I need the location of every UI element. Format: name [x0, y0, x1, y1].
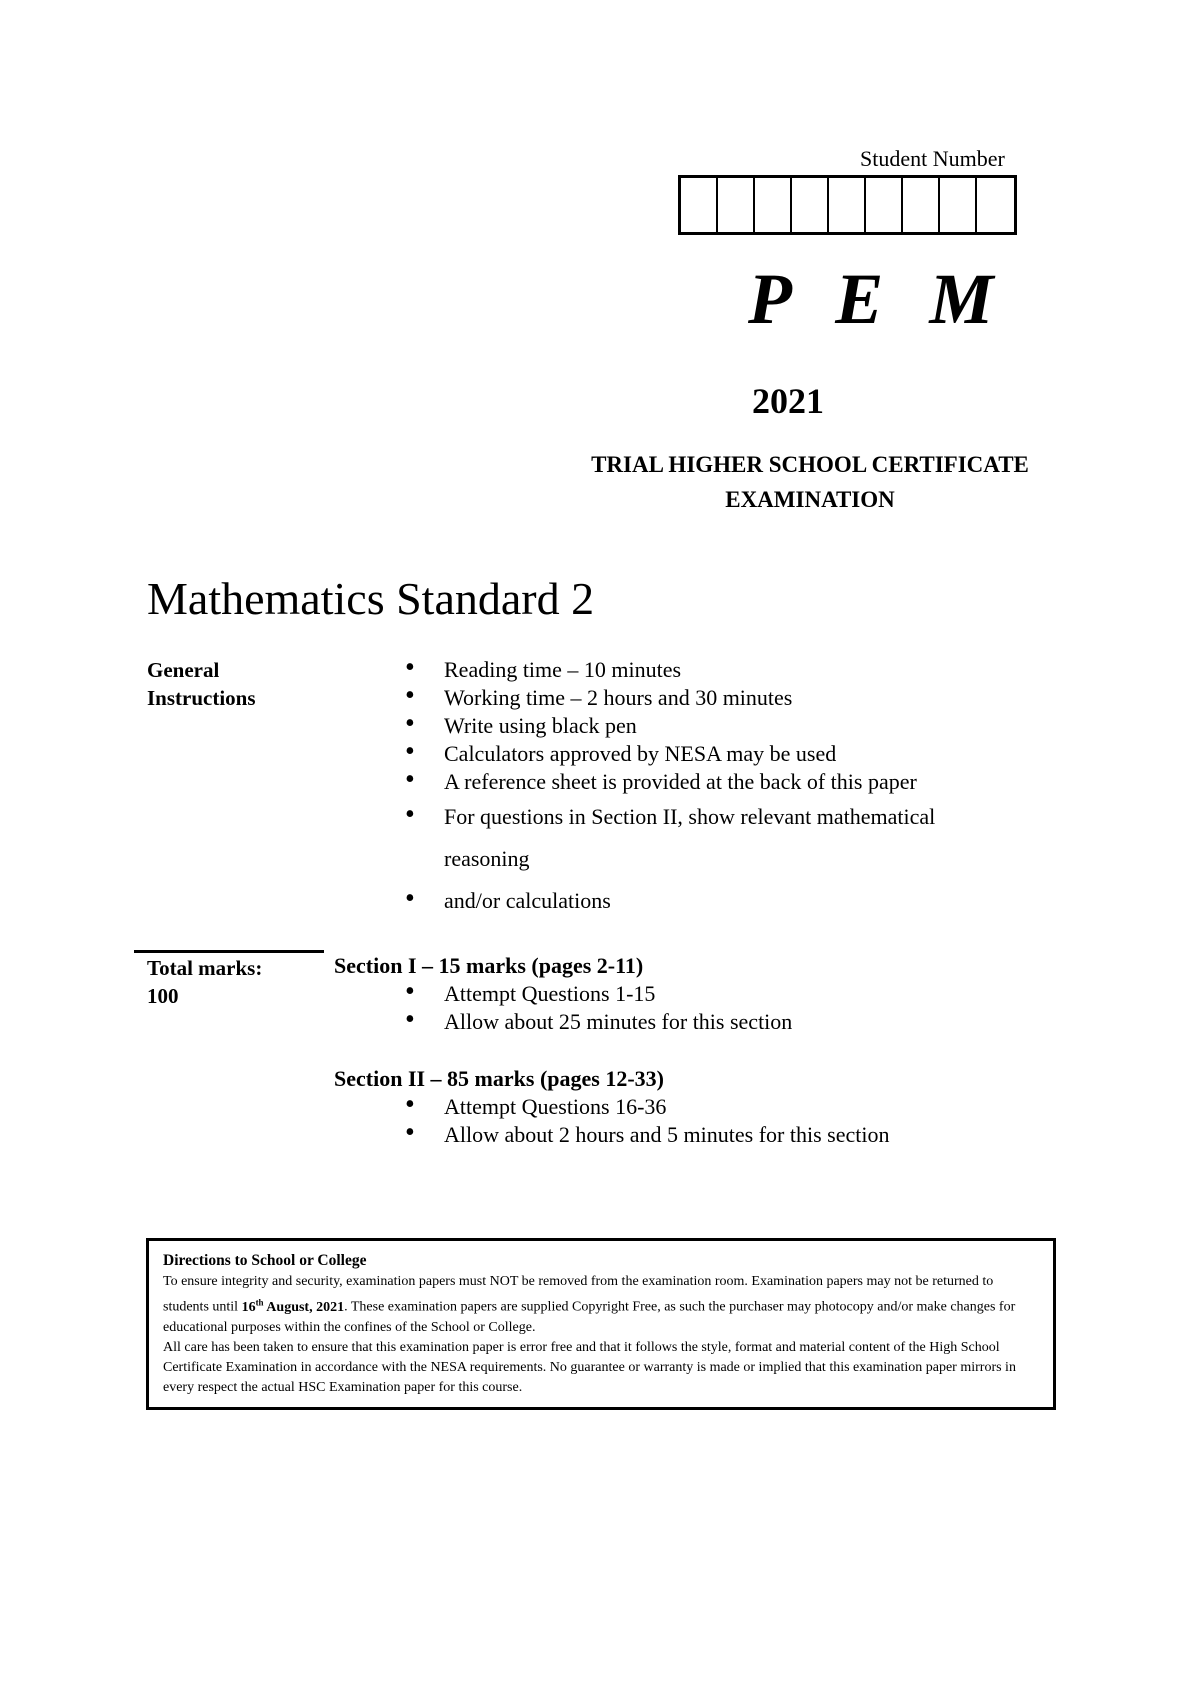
list-item: • Working time – 2 hours and 30 minutes — [400, 684, 935, 712]
student-number-boxes[interactable] — [678, 175, 1017, 235]
total-marks-text: Total marks: — [147, 956, 263, 980]
student-number-digit-box[interactable] — [792, 178, 829, 232]
divider — [134, 950, 324, 953]
list-item: • A reference sheet is provided at the back of this paper — [400, 768, 935, 796]
directions-paragraph-1 — [163, 1272, 1039, 1338]
student-number-digit-box[interactable] — [681, 178, 718, 232]
list-item: • Reading time – 10 minutes — [400, 656, 935, 684]
section1-list — [400, 980, 792, 1036]
student-number-digit-box[interactable] — [755, 178, 792, 232]
list-item: • Attempt Questions 16-36 — [400, 1093, 889, 1121]
section2-heading: Section II – 85 marks (pages 12-33) — [334, 1066, 664, 1091]
list-item: • Allow about 25 minutes for this section — [400, 1008, 792, 1036]
directions-date-suffix: th — [255, 1297, 264, 1307]
total-marks-value: 100 — [147, 984, 179, 1008]
student-number-digit-box[interactable] — [829, 178, 866, 232]
directions-date-rest: August, 2021 — [263, 1299, 345, 1315]
section2-list — [400, 1093, 889, 1149]
list-item: • Write using black pen — [400, 712, 935, 740]
general-instructions-list — [400, 656, 935, 922]
general-instructions-label — [147, 656, 256, 712]
directions-paragraph-2: All care has been taken to ensure that this examination paper is error free and that it follows the style, format and material content of the High School Certificate Examination in accordance with the NESA requirements. No guarantee or warranty is made or implied that this examination paper mirrors in every respect the actual HSC Examination paper for this course. — [163, 1339, 1016, 1395]
general-label-line2: Instructions — [147, 686, 256, 710]
list-item: • Allow about 2 hours and 5 minutes for this section — [400, 1121, 889, 1149]
list-item: • For questions in Section II, show relevant mathematical — [400, 796, 935, 838]
directions-text: . These examination papers are supplied Copyright Free, as such the purchaser may photocopy and/or make changes for educational purposes within the confines of the School or College. — [163, 1299, 1016, 1335]
student-number-digit-box[interactable] — [866, 178, 903, 232]
student-number-digit-box[interactable] — [977, 178, 1014, 232]
general-label-line1: General — [147, 658, 220, 682]
list-item-continuation: reasoning — [444, 846, 530, 871]
list-item: • Attempt Questions 1-15 — [400, 980, 792, 1008]
list-item: • Calculators approved by NESA may be used — [400, 740, 935, 768]
directions-text: To ensure integrity and security, examination papers must NOT be removed from the examination room. Examination papers may not be returned to students until — [163, 1274, 994, 1315]
exam-year: 2021 — [752, 381, 824, 421]
student-number-digit-box[interactable] — [903, 178, 940, 232]
subject-title: Mathematics Standard 2 — [147, 573, 595, 624]
exam-title — [540, 447, 1080, 517]
student-number-digit-box[interactable] — [718, 178, 755, 232]
student-number-digit-box[interactable] — [940, 178, 977, 232]
directions-date — [241, 1297, 345, 1315]
section1-heading: Section I – 15 marks (pages 2-11) — [334, 953, 644, 978]
directions-box — [146, 1238, 1056, 1410]
pem-logo-text: P E M — [748, 259, 1008, 339]
total-marks-label — [147, 954, 262, 1010]
directions-title: Directions to School or College — [163, 1252, 367, 1269]
list-item: • and/or calculations — [400, 880, 935, 922]
directions-date-day: 16 — [241, 1299, 256, 1315]
student-number-label: Student Number — [860, 146, 1005, 171]
exam-title-line2: EXAMINATION — [725, 487, 895, 512]
exam-title-line1: TRIAL HIGHER SCHOOL CERTIFICATE — [591, 452, 1029, 477]
